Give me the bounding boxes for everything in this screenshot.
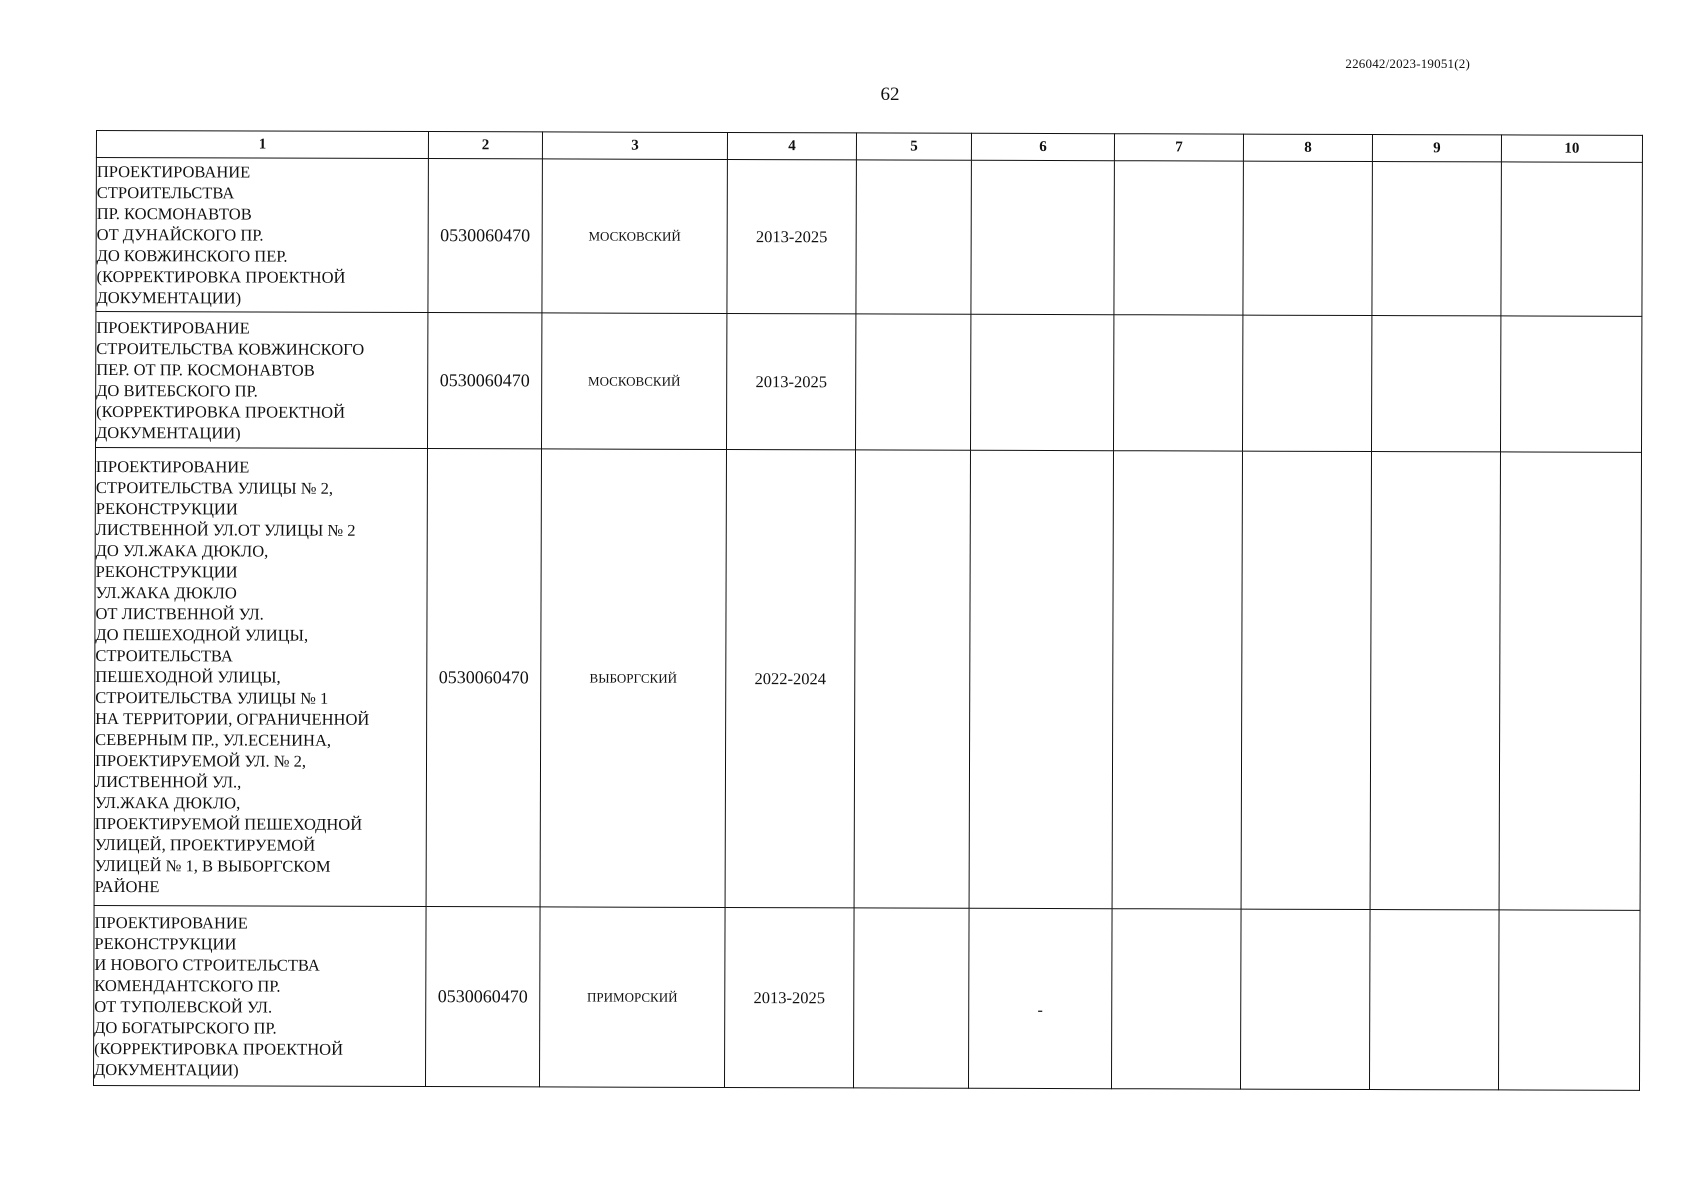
district-cell: ПРИМОРСКИЙ [539,907,725,1088]
budget-code-cell: 0530060470 [428,159,542,313]
budget-code-cell: 0530060470 [426,449,541,907]
value-cell-10 [1498,910,1640,1090]
column-header-5: 5 [856,133,971,160]
value-cell-7 [1111,909,1241,1089]
project-name-cell: ПРОЕКТИРОВАНИЕ СТРОИТЕЛЬСТВА ПР. КОСМОНАВТОВ ОТ ДУНАЙСКОГО ПР. ДО КОВЖИНСКОГО ПЕР. (КОРРЕКТИРОВКА ПРОЕКТНОЙ ДОКУМЕНТАЦИИ) [96,158,428,313]
project-name-cell: ПРОЕКТИРОВАНИЕ РЕКОНСТРУКЦИИ И НОВОГО СТРОИТЕЛЬСТВА КОМЕНДАНТСКОГО ПР. ОТ ТУПОЛЕВСКОЙ УЛ. ДО БОГАТЫРСКОГО ПР. (КОРРЕКТИРОВКА ПРОЕКТНОЙ ДОКУМЕНТАЦИИ) [93,905,426,1086]
value-cell-7 [1113,315,1242,451]
value-cell-10 [1499,452,1641,910]
budget-code-cell: 0530060470 [425,907,540,1087]
district-cell: МОСКОВСКИЙ [542,159,727,314]
value-cell-7 [1114,161,1243,315]
column-header-9: 9 [1372,135,1501,162]
project-name-cell: ПРОЕКТИРОВАНИЕ СТРОИТЕЛЬСТВА КОВЖИНСКОГО ПЕР. ОТ ПР. КОСМОНАВТОВ ДО ВИТЕБСКОГО ПР. (КОРРЕКТИРОВКА ПРОЕКТНОЙ ДОКУМЕНТАЦИИ) [96,312,428,449]
column-header-6: 6 [971,133,1114,160]
value-cell-5 [853,908,969,1088]
district-cell: ВЫБОРГСКИЙ [540,449,726,908]
value-cell-8 [1242,315,1371,451]
value-cell-9 [1369,910,1499,1090]
dash-mark: - [1037,1001,1043,1019]
page-number: 62 [880,84,900,105]
value-cell-8 [1243,161,1372,315]
table-row [93,905,1640,1090]
value-cell-5 [856,160,971,314]
period-cell: 2013-2025 [724,907,854,1087]
period-cell: 2013-2025 [727,159,856,313]
column-header-10: 10 [1501,135,1642,162]
value-cell-9 [1371,316,1500,452]
value-cell-8 [1241,451,1371,909]
value-cell-6 [968,908,1112,1088]
document-id: 226042/2023-19051(2) [1345,56,1470,71]
column-header-2: 2 [428,132,542,159]
table-row [94,448,1641,911]
project-name-cell: ПРОЕКТИРОВАНИЕ СТРОИТЕЛЬСТВА УЛИЦЫ № 2, РЕКОНСТРУКЦИИ ЛИСТВЕННОЙ УЛ.ОТ УЛИЦЫ № 2 ДО УЛ.ЖАКА ДЮКЛО, РЕКОНСТРУКЦИИ УЛ.ЖАКА ДЮКЛО ОТ ЛИСТВЕННОЙ УЛ. ДО ПЕШЕХОДНОЙ УЛИЦЫ, СТРОИТЕЛЬСТВА ПЕШЕХОДНОЙ УЛИЦЫ, СТРОИТЕЛЬСТВА УЛИЦЫ № 1 НА ТЕРРИТОРИИ, ОГРАНИЧЕННОЙ СЕВЕРНЫМ ПР., УЛ.ЕСЕНИНА, ПРОЕКТИРУЕМОЙ УЛ. № 2, ЛИСТВЕННОЙ УЛ., УЛ.ЖАКА ДЮКЛО, ПРОЕКТИРУЕМОЙ ПЕШЕХОДНОЙ УЛИЦЕЙ, ПРОЕКТИРУЕМОЙ УЛИЦЕЙ № 1, В ВЫБОРГСКОМ РАЙОНЕ [94,448,427,907]
value-cell-6 [971,160,1114,314]
column-header-1: 1 [96,131,428,159]
table-row [96,158,1642,317]
period-cell: 2013-2025 [726,313,855,449]
value-cell-10 [1501,162,1642,316]
column-header-8: 8 [1243,134,1372,161]
value-cell-9 [1370,452,1500,910]
value-cell-5 [854,450,970,908]
value-cell-6 [969,450,1113,908]
value-cell-7 [1112,451,1242,909]
value-cell-9 [1372,162,1501,316]
budget-code-cell: 0530060470 [428,313,542,449]
value-cell-8 [1240,909,1370,1089]
period-cell: 2022-2024 [725,449,855,907]
column-header-7: 7 [1114,134,1243,161]
district-cell: МОСКОВСКИЙ [542,313,727,450]
column-header-4: 4 [727,132,856,159]
value-cell-10 [1500,316,1641,452]
value-cell-6 [970,314,1113,450]
table-row [96,312,1642,453]
projects-table [93,130,1643,1091]
column-header-3: 3 [542,132,727,160]
value-cell-5 [855,314,970,450]
